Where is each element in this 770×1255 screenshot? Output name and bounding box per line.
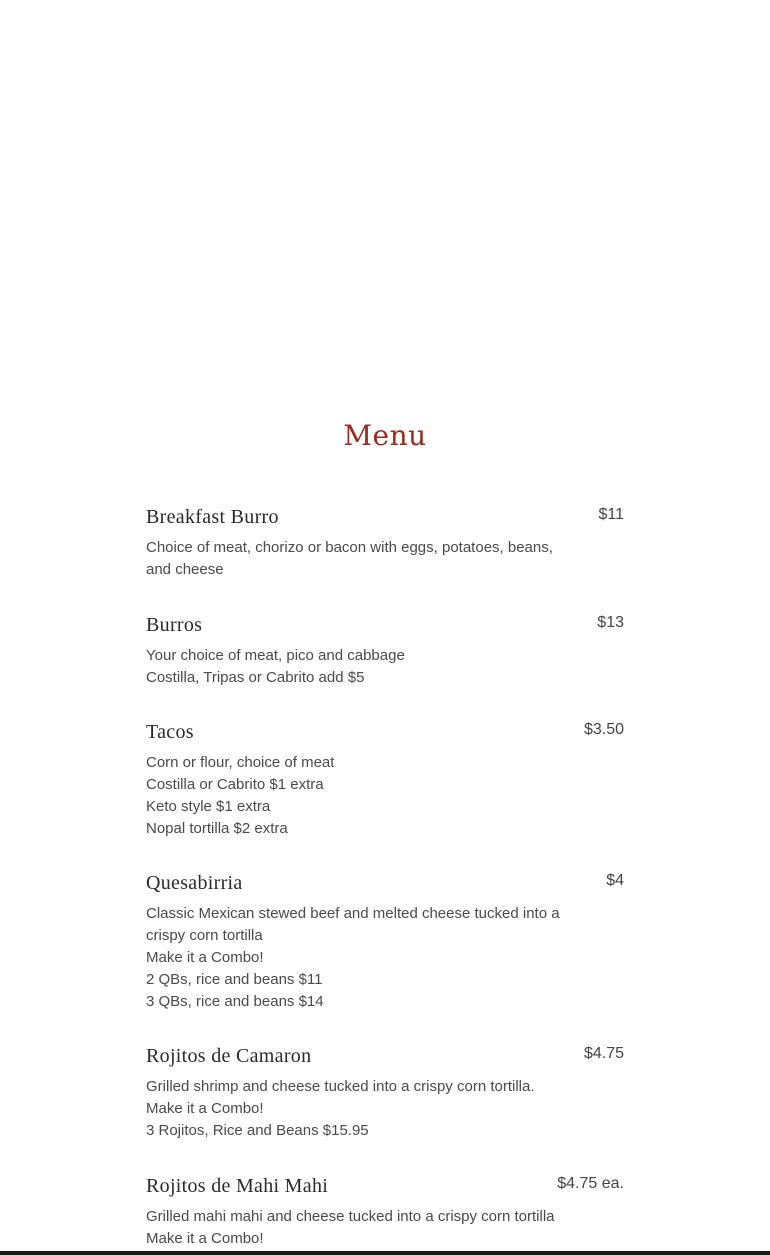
menu-item-desc-line: Make it a Combo! [146, 949, 264, 966]
menu-item-desc-line: Classic Mexican stewed beef and melted cheese tucked into a crispy corn tortilla [146, 905, 560, 944]
menu-item-description [146, 1206, 566, 1250]
menu-item-header [146, 869, 624, 897]
menu-item-desc-line: Costilla, Tripas or Cabrito add $5 [146, 669, 365, 686]
menu-item-rojitos-de-mahi-mahi [146, 1172, 624, 1250]
menu-title: Menu [343, 419, 427, 452]
menu-item-desc-line: Grilled shrimp and cheese tucked into a crispy corn tortilla. [146, 1078, 535, 1095]
menu-item-description [146, 645, 566, 689]
menu-item-desc-line: Your choice of meat, pico and cabbage [146, 647, 405, 664]
menu-item-name: Rojitos de Mahi Mahi [146, 1175, 329, 1197]
menu-item-description [146, 537, 566, 581]
menu-item-price: $11 [598, 506, 624, 523]
menu-item-breakfast-burro [146, 503, 624, 581]
menu-item-desc-line: Choice of meat, chorizo or bacon with eggs, potatoes, beans, and cheese [146, 539, 553, 578]
menu-item-desc-line: Make it a Combo! [146, 1100, 264, 1117]
menu-item-price: $13 [597, 614, 624, 631]
bottom-edge-bar [0, 1251, 770, 1255]
menu-item-desc-line: Keto style $1 extra [146, 798, 271, 815]
menu-item-rojitos-de-camaron [146, 1042, 624, 1142]
menu-item-name: Tacos [146, 721, 194, 743]
menu-item-desc-line: 3 QBs, rice and beans $14 [146, 993, 324, 1010]
menu-item-desc-line: Grilled mahi mahi and cheese tucked into a crispy corn tortilla [146, 1208, 555, 1225]
menu-item-name: Breakfast Burro [146, 506, 279, 528]
menu-item-name: Burros [146, 614, 203, 636]
menu-item-header [146, 611, 624, 639]
menu-item-description [146, 1076, 566, 1142]
menu-item-desc-line: 2 QBs, rice and beans $11 [146, 971, 323, 988]
menu-item-desc-line: 3 Rojitos, Rice and Beans $15.95 [146, 1122, 369, 1139]
menu-item-quesabirria [146, 869, 624, 1013]
menu-item-desc-line: Corn or flour, choice of meat [146, 754, 335, 771]
menu-item-tacos [146, 718, 624, 840]
menu-item-burros [146, 611, 624, 689]
menu-item-price: $4.75 ea. [557, 1175, 624, 1192]
menu-item-price: $4 [606, 872, 624, 889]
menu-item-price: $3.50 [583, 721, 624, 738]
menu-item-header [146, 1042, 624, 1070]
menu-item-desc-line: Make it a Combo! [146, 1230, 264, 1247]
menu-item-desc-line: Costilla or Cabrito $1 extra [146, 776, 324, 793]
menu-item-name: Rojitos de Camaron [146, 1045, 312, 1067]
menu-item-header [146, 718, 624, 746]
menu-item-desc-line: Nopal tortilla $2 extra [146, 820, 288, 837]
menu-item-name: Quesabirria [146, 872, 243, 894]
menu-item-description [146, 903, 566, 1013]
menu-item-header [146, 503, 624, 531]
menu-item-header [146, 1172, 624, 1200]
menu-item-description [146, 752, 566, 840]
menu-item-price: $4.75 [583, 1045, 624, 1062]
